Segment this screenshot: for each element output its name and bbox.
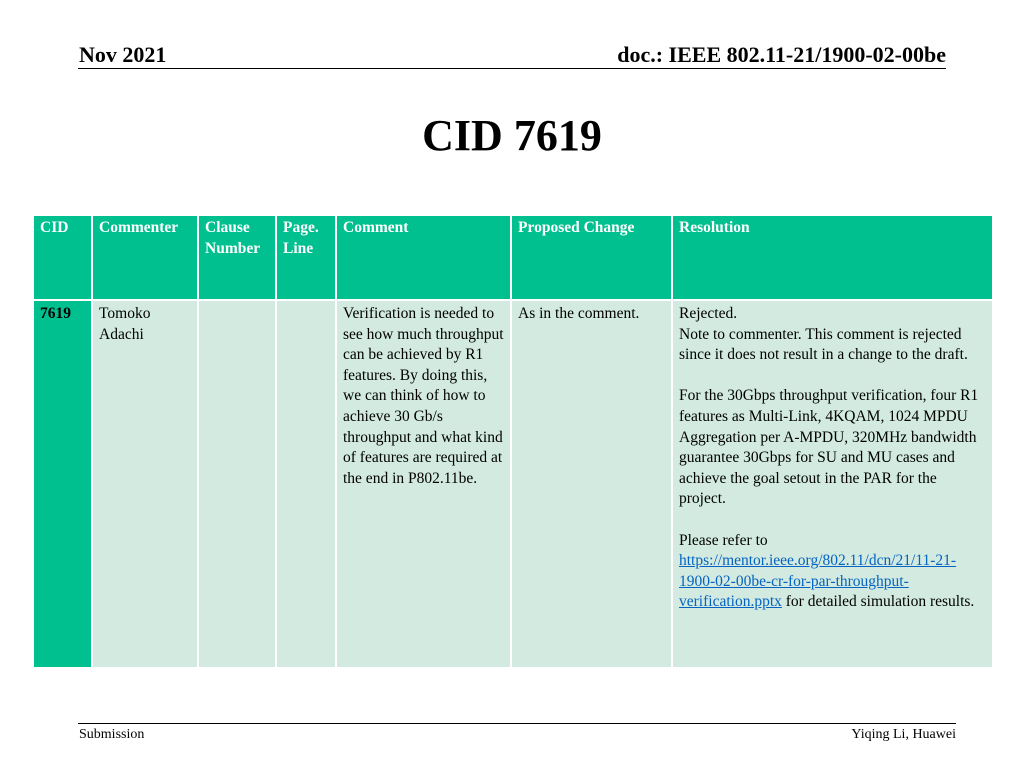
table-header-row [33, 215, 993, 300]
header-comment: Comment [336, 215, 511, 300]
resolution-reference [679, 531, 986, 613]
header-cid: CID [33, 215, 92, 300]
resolution-refer-prefix: Please refer to [679, 531, 768, 549]
table-row [33, 300, 993, 668]
cell-cid: 7619 [33, 300, 92, 668]
header-commenter: Commenter [92, 215, 198, 300]
header-doc-id: doc.: IEEE 802.11-21/1900-02-00be [617, 42, 946, 67]
cell-resolution [672, 300, 993, 668]
resolution-status-block [679, 304, 986, 366]
footer-submission: Submission [79, 727, 145, 742]
resolution-detail: For the 30Gbps throughput verification, four R1 features as Multi-Link, 4KQAM, 1024 MPDU Aggregation per A-MPDU, 320MHz bandwidth guarantee 30Gbps for SU and MU cases and achieve the goal setout in the PAR for the project. [679, 387, 979, 508]
cell-comment: Verification is needed to see how much throughput can be achieved by R1 features. By doing this, we can think of how to achieve 30 Gb/s throughput and what kind of features are required at the end in P802.11be. [336, 300, 511, 668]
comment-table [32, 214, 994, 669]
header-proposed-change: Proposed Change [511, 215, 672, 300]
resolution-link[interactable]: https://mentor.ieee.org/802.11/dcn/21/11-21-1900-02-00be-cr-for-par-throughput-verification.pptx [679, 552, 957, 611]
slide-title: CID 7619 [422, 111, 602, 160]
resolution-note: Note to commenter. This comment is rejected since it does not result in a change to the draft. [679, 325, 968, 364]
footer-divider [78, 723, 956, 724]
cell-page-line [276, 300, 336, 668]
header-page-line: Page. Line [276, 215, 336, 300]
resolution-status: Rejected. [679, 305, 738, 322]
header-clause-number: Clause Number [198, 215, 276, 300]
cell-proposed-change: As in the comment. [511, 300, 672, 668]
cell-clause-number [198, 300, 276, 668]
cell-commenter: Tomoko Adachi [92, 300, 198, 668]
header-resolution: Resolution [672, 215, 993, 300]
header-date: Nov 2021 [79, 42, 167, 67]
resolution-refer-suffix: for detailed simulation results. [781, 593, 975, 611]
footer-author: Yiqing Li, Huawei [851, 727, 956, 742]
header-divider [78, 68, 946, 69]
